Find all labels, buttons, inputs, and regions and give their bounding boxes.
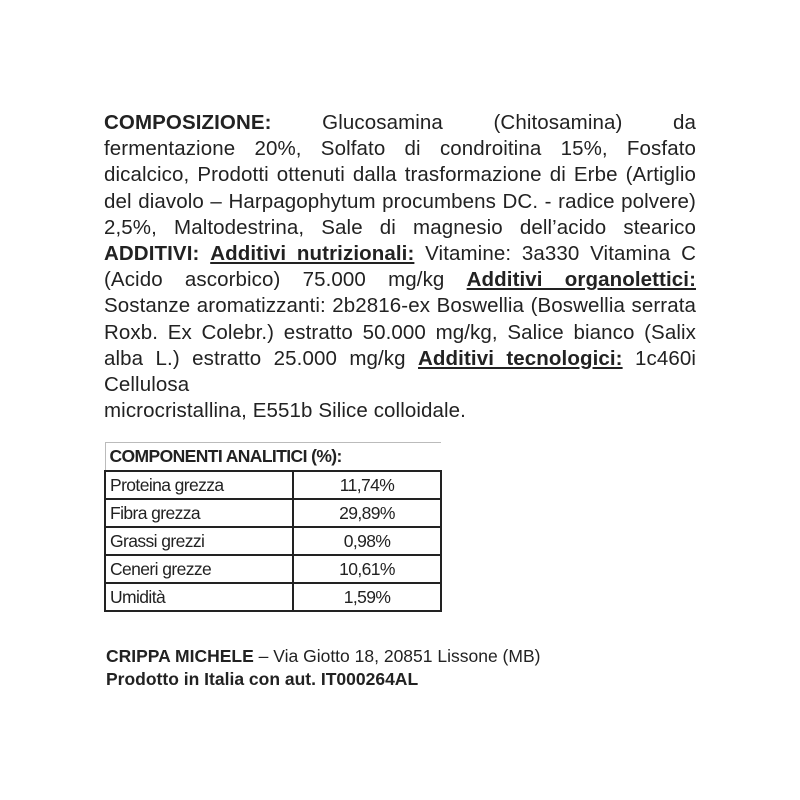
component-label: Proteina grezza — [105, 471, 293, 499]
producer-address-line — [106, 645, 540, 668]
table-row — [105, 499, 441, 527]
composition-paragraph — [104, 110, 696, 424]
organoleptic-additives-heading: Additivi organolettici: — [466, 268, 697, 292]
component-label: Fibra grezza — [105, 499, 293, 527]
table-row — [105, 555, 441, 583]
table-row — [105, 471, 441, 499]
technological-additives-text: 1c460i Cellulosa — [104, 346, 696, 397]
producer-name: CRIPPA MICHELE — [106, 646, 254, 666]
component-value: 11,74% — [293, 471, 441, 499]
component-value: 1,59% — [293, 583, 441, 611]
composition-text: Glucosamina (Chitosamina) da fermentazione 20%, Solfato di condroitina 15%, Fosfato dicalcico, Prodotti ottenuti dalla trasformazione di Erbe (Artiglio del diavolo – Harpagophytum procumbens DC. - radice polvere) 2,5%, Maltodestrina, Sale di magnesio dell’acido stearico — [104, 111, 696, 239]
analytical-components-heading: COMPONENTI ANALITICI (%): — [105, 443, 441, 472]
table-row — [105, 527, 441, 555]
component-label: Umidità — [105, 583, 293, 611]
made-in-italy-line: Prodotto in Italia con aut. IT000264AL — [106, 669, 419, 689]
additives-heading: ADDITIVI: — [104, 242, 200, 266]
component-value: 0,98% — [293, 527, 441, 555]
table-header-row — [105, 443, 441, 472]
composition-last-line: microcristallina, E551b Silice colloidale. — [104, 399, 466, 423]
technological-additives-heading: Additivi tecnologici: — [418, 346, 623, 370]
component-value: 10,61% — [293, 555, 441, 583]
producer-address: – Via Giotto 18, 20851 Lissone (MB) — [253, 646, 541, 666]
component-value: 29,89% — [293, 499, 441, 527]
analytical-components-table — [104, 442, 442, 612]
component-label: Grassi grezzi — [105, 527, 293, 555]
nutritional-additives-text: Vitamine: 3a330 Vitamina C (Acido ascorbico) 75.000 mg/kg — [104, 242, 697, 292]
component-label: Ceneri grezze — [105, 555, 293, 583]
producer-info — [106, 645, 540, 691]
table-row — [105, 583, 441, 611]
composition-heading: COMPOSIZIONE: — [104, 111, 272, 134]
nutritional-additives-heading: Additivi nutrizionali: — [210, 242, 415, 266]
organoleptic-additives-text: Sostanze aromatizzanti: 2b2816-ex Boswellia (Boswellia serrata Roxb. Ex Colebr.) estratto 50.000 mg/kg, Salice bianco (Salix alba L.) estratto 25.000 mg/kg — [104, 294, 696, 370]
